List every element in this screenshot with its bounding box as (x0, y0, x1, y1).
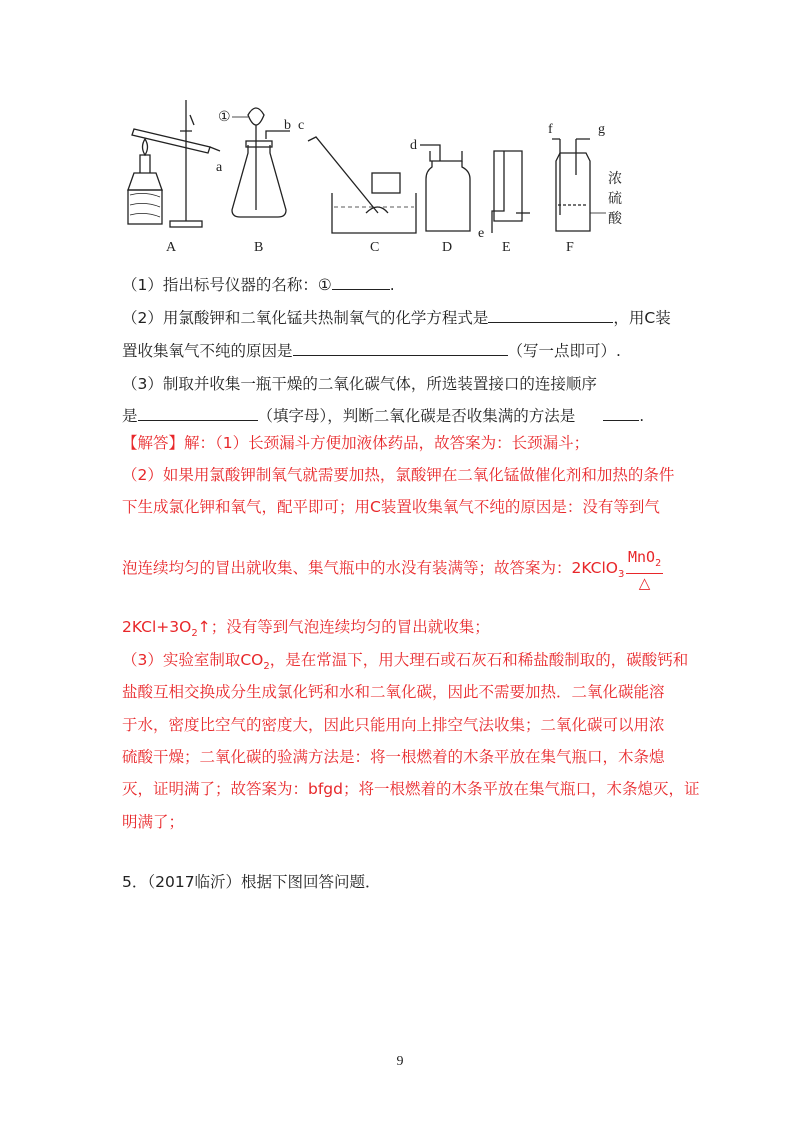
answer-l4-text: 泡连续均匀的冒出就收集、集气瓶中的水没有装满等；故答案为：2KClO (122, 559, 619, 577)
label-acid-3: 酸 (608, 211, 622, 227)
label-d: d (410, 138, 417, 153)
catalyst-label (626, 548, 663, 574)
answer-l5-sub: 2 (191, 628, 198, 640)
label-F: F (566, 240, 574, 255)
label-g: g (598, 122, 605, 137)
apparatus-c (308, 137, 416, 233)
q2-line2: 置收集氧气不纯的原因是 (122, 342, 293, 360)
label-D: D (442, 240, 453, 255)
answer-line-2: （2）如果用氯酸钾制氧气就需要加热，氯酸钾在二氧化锰做催化剂和加热的条件 (122, 466, 675, 484)
question-3-line-1 (122, 374, 597, 394)
q3-line1: （3）制取并收集一瓶干燥的二氧化碳气体，所选装置接口的连接顺序 (122, 375, 597, 393)
answer-line-10: 灭，证明满了；故答案为：bfgd；将一根燃着的木条平放在集气瓶口，木条熄灭，证 (122, 780, 700, 798)
label-C: C (370, 240, 380, 255)
blank-3b (603, 406, 639, 421)
question-5: 5．（2017临沂）根据下图回答问题． (122, 873, 381, 891)
catalyst-sub: 2 (655, 558, 662, 569)
apparatus-diagram (120, 95, 640, 260)
question-2-line-2 (122, 341, 621, 361)
blank-2a (488, 308, 613, 323)
q3-line2-end: . (639, 407, 645, 425)
q3-line2-start: 是 (122, 407, 138, 425)
blank-3a (138, 406, 258, 421)
answer-line-6 (122, 650, 688, 677)
label-circle-1: ① (218, 110, 231, 125)
page-number: 9 (396, 1054, 404, 1069)
label-e: e (478, 226, 485, 241)
apparatus-figure (120, 95, 640, 260)
label-A: A (166, 240, 177, 255)
label-f: f (548, 122, 553, 137)
answer-line-5 (122, 617, 490, 644)
q2-line1-end: ，用C装 (613, 309, 671, 327)
question-1 (122, 275, 395, 295)
q1-end: . (389, 276, 395, 294)
apparatus-e (492, 151, 530, 233)
answer-line-1: 【解答】解：（1）长颈漏斗方便加液体药品，故答案为：长颈漏斗； (122, 434, 590, 452)
answer-l5b: ↑；没有等到气泡连续均匀的冒出就收集； (197, 618, 490, 636)
apparatus-a (128, 100, 220, 227)
question-3-line-2 (122, 406, 644, 426)
apparatus-d (420, 145, 470, 231)
answer-line-8: 于水，密度比空气的密度大，因此只能用向上排空气法收集；二氧化碳可以用浓 (122, 716, 665, 734)
apparatus-f (552, 139, 606, 231)
label-E: E (502, 240, 511, 255)
question-2-line-1 (122, 308, 671, 328)
answer-line-7: 盐酸互相交换成分生成氯化钙和水和二氧化碳，因此不需要加热．二氧化碳能溶 (122, 683, 665, 701)
label-a: a (216, 160, 223, 175)
answer-line-3: 下生成氯化钾和氧气，配平即可；用C装置收集氧气不纯的原因是：没有等到气 (122, 498, 660, 516)
answer-l6-sub: 2 (263, 661, 270, 673)
answer-l5a: 2KCl+3O (122, 618, 192, 636)
answer-line-9: 硫酸干燥；二氧化碳的验满方法是：将一根燃着的木条平放在集气瓶口，木条熄 (122, 748, 665, 766)
blank-2b (293, 341, 508, 356)
label-c: c (298, 118, 305, 133)
q1-text: （1）指出标号仪器的名称：① (122, 276, 332, 294)
catalyst-text: MnO (628, 548, 656, 566)
answer-line-4 (122, 558, 624, 585)
answer-l6a: （3）实验室制取CO (122, 651, 264, 669)
label-b: b (284, 118, 291, 133)
reaction-condition (626, 548, 663, 592)
heat-symbol: △ (638, 574, 651, 592)
answer-line-11: 明满了； (122, 813, 185, 831)
label-acid-1: 浓 (608, 171, 622, 187)
q2-line1: （2）用氯酸钾和二氧化锰共热制氧气的化学方程式是 (122, 309, 489, 327)
answer-l4-sub: 3 (618, 569, 625, 581)
label-B: B (254, 240, 264, 255)
q2-line2-end: （写一点即可）. (507, 342, 621, 360)
blank-1 (332, 275, 390, 290)
q3-line2-mid: （填字母），判断二氧化碳是否收集满的方法是 (257, 407, 576, 425)
answer-l6b: ，是在常温下，用大理石或石灰石和稀盐酸制取的，碳酸钙和 (269, 651, 689, 669)
apparatus-b (232, 108, 290, 217)
label-acid-2: 硫 (608, 191, 622, 207)
